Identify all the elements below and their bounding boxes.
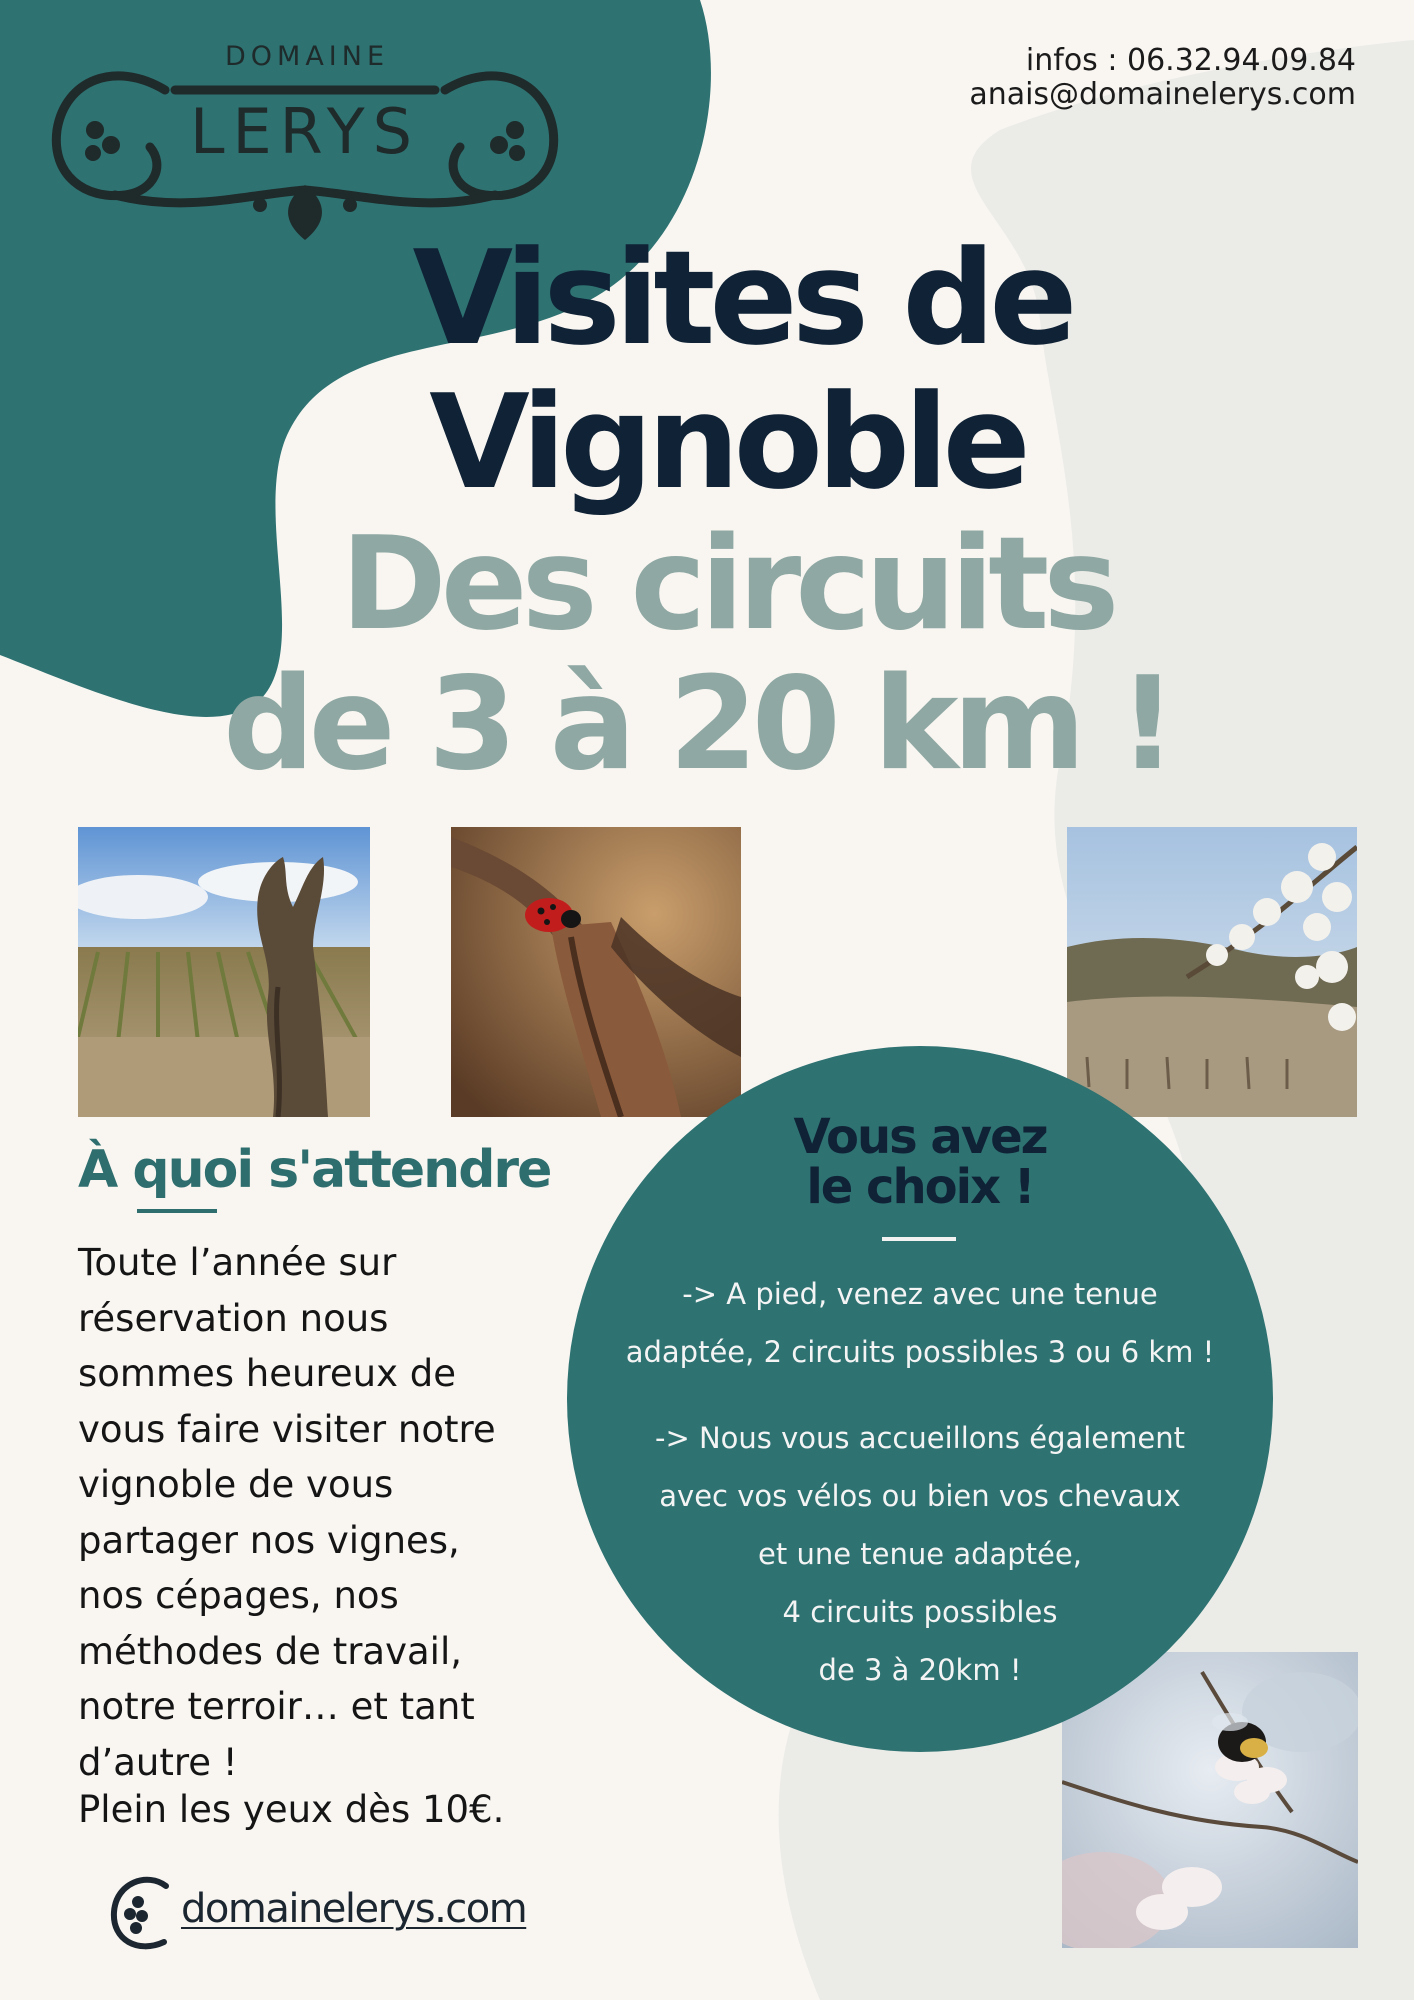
photo-ladybug bbox=[451, 827, 741, 1117]
what-to-expect-text bbox=[78, 1235, 558, 1838]
headline-line-4: de 3 à 20 km ! bbox=[223, 650, 1171, 799]
headline-line-2: Vignoble bbox=[429, 366, 1025, 518]
heading-underline bbox=[137, 1209, 217, 1213]
price-line: Plein les yeux dès 10€. bbox=[78, 1788, 505, 1831]
website-link-block[interactable] bbox=[108, 1872, 568, 1952]
choice-title: Vous avez le choix ! bbox=[793, 1109, 1047, 1215]
choice-option-bike-horse: -> Nous vous accueillons également avec vos vélos ou bien vos chevaux et une tenue adaptée, 4 circuits possibles de 3 à 20km ! bbox=[654, 1421, 1185, 1687]
headline-line-1: Visites de bbox=[412, 222, 1072, 374]
photo-almond-blossom bbox=[1067, 827, 1357, 1117]
logo-lerys-text: LERYS bbox=[189, 95, 421, 168]
choice-option-foot: -> A pied, venez avec une tenue adaptée, 2 circuits possibles 3 ou 6 km ! bbox=[625, 1277, 1215, 1369]
logo-domaine-text: DOMAINE bbox=[224, 41, 390, 72]
domaine-lerys-logo bbox=[45, 35, 565, 245]
contact-email[interactable]: anais@domainelerys.com bbox=[969, 77, 1356, 112]
choice-title-rule bbox=[882, 1237, 956, 1241]
headline-line-3: Des circuits bbox=[340, 510, 1114, 659]
website-url[interactable]: domainelerys.com bbox=[181, 1886, 527, 1932]
description-paragraph: Toute l’année sur réservation nous sommes heureux de vous faire visiter notre vignoble de vous partager nos vignes, nos cépages, nos méthodes de travail, notre terroir… et tant d’autre ! bbox=[78, 1241, 496, 1784]
grape-logo-icon bbox=[108, 1872, 176, 1952]
contact-block bbox=[969, 44, 1356, 112]
contact-phone[interactable]: infos : 06.32.94.09.84 bbox=[1025, 43, 1356, 78]
photo-vine-trunk bbox=[78, 827, 370, 1117]
section-heading-what-to-expect: À quoi s'attendre bbox=[78, 1140, 551, 1200]
